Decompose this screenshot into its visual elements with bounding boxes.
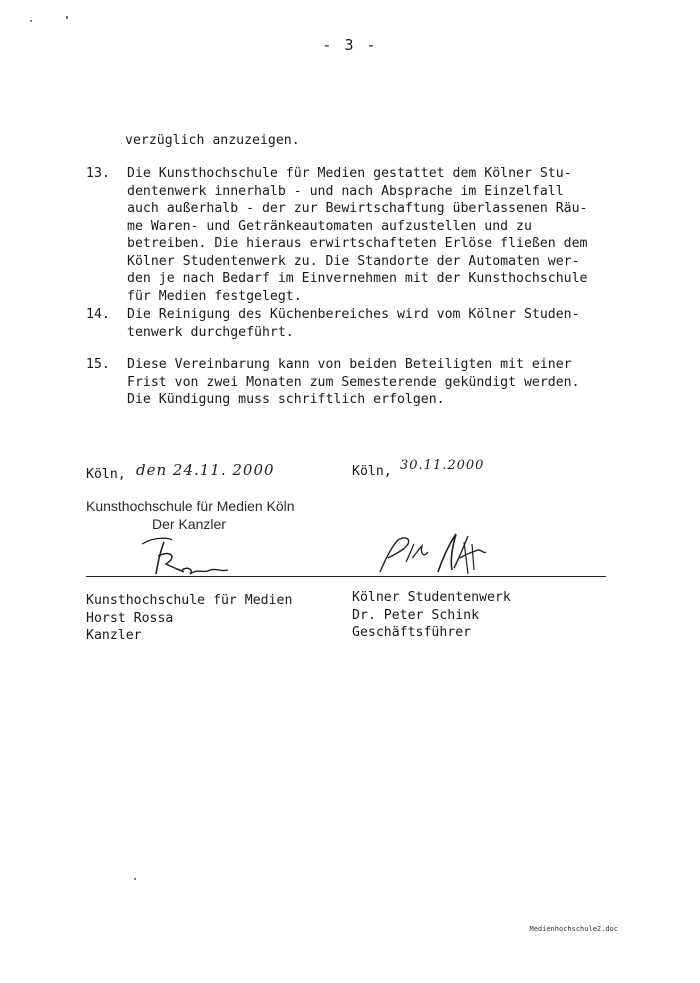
clause-line: den je nach Bedarf im Einvernehmen mit der Kunsthochschule <box>127 271 588 286</box>
scan-speck <box>30 20 32 22</box>
clause-line: Die Reinigung des Küchenbereiches wird vom Kölner Studen- <box>127 307 580 322</box>
left-signature <box>120 530 240 578</box>
signature-line <box>86 576 606 577</box>
stamp-institution: Kunsthochschule für Medien Köln <box>86 498 295 514</box>
clause-text <box>127 165 588 305</box>
page-number: - 3 - <box>322 36 378 54</box>
clause-number: 14. <box>86 307 110 322</box>
signatory-name: Dr. Peter Schink <box>352 607 480 623</box>
scan-speck <box>66 16 68 19</box>
right-signatory <box>352 589 511 642</box>
clause-line: Die Kunsthochschule für Medien gestattet dem Kölner Stu- <box>127 166 572 181</box>
clause-number: 15. <box>86 357 110 372</box>
clause-line: Kölner Studentenwerk zu. Die Standorte der Automaten wer- <box>127 253 580 269</box>
left-handwritten-date: den 24.11. 2000 <box>136 461 275 479</box>
clause-line: Diese Vereinbarung kann von beiden Beteiligten mit einer <box>127 357 572 372</box>
signatory-title: Geschäftsführer <box>352 625 472 640</box>
right-signature <box>368 528 498 578</box>
continuation-text: verzüglich anzuzeigen. <box>125 133 300 148</box>
stamp-title: Der Kanzler <box>152 516 226 532</box>
clause-line: tenwerk durchgeführt. <box>127 324 294 340</box>
left-place: Köln, <box>86 467 126 482</box>
right-handwritten-date: 30.11.2000 <box>400 458 485 473</box>
footer-filename: Medienhochschule2.doc <box>529 925 618 933</box>
clause-line: dentenwerk innerhalb - und nach Absprache im Einzelfall <box>127 183 564 199</box>
right-place: Köln, <box>352 464 392 479</box>
institution-stamp <box>86 497 295 533</box>
scan-speck <box>134 878 136 880</box>
clause-number: 13. <box>86 166 110 181</box>
signatory-institution: Kölner Studentenwerk <box>352 590 511 605</box>
clause-text <box>127 356 580 409</box>
clause-line: me Waren- und Getränkeautomaten aufzustellen und zu <box>127 218 532 234</box>
signatory-institution: Kunsthochschule für Medien <box>86 593 293 608</box>
clause-text <box>127 306 580 341</box>
clause-line: betreiben. Die hieraus erwirtschafteten Erlöse fließen dem <box>127 236 588 251</box>
signatory-title: Kanzler <box>86 628 142 643</box>
left-signatory <box>86 592 292 645</box>
clause-line: für Medien festgelegt. <box>127 288 302 304</box>
signatory-name: Horst Rossa <box>86 610 174 626</box>
clause-line: Die Kündigung muss schriftlich erfolgen. <box>127 392 445 407</box>
clause-line: Frist von zwei Monaten zum Semesterende gekündigt werden. <box>127 374 580 390</box>
clause-line: auch außerhalb - der zur Bewirtschaftung überlassenen Räu- <box>127 201 588 216</box>
